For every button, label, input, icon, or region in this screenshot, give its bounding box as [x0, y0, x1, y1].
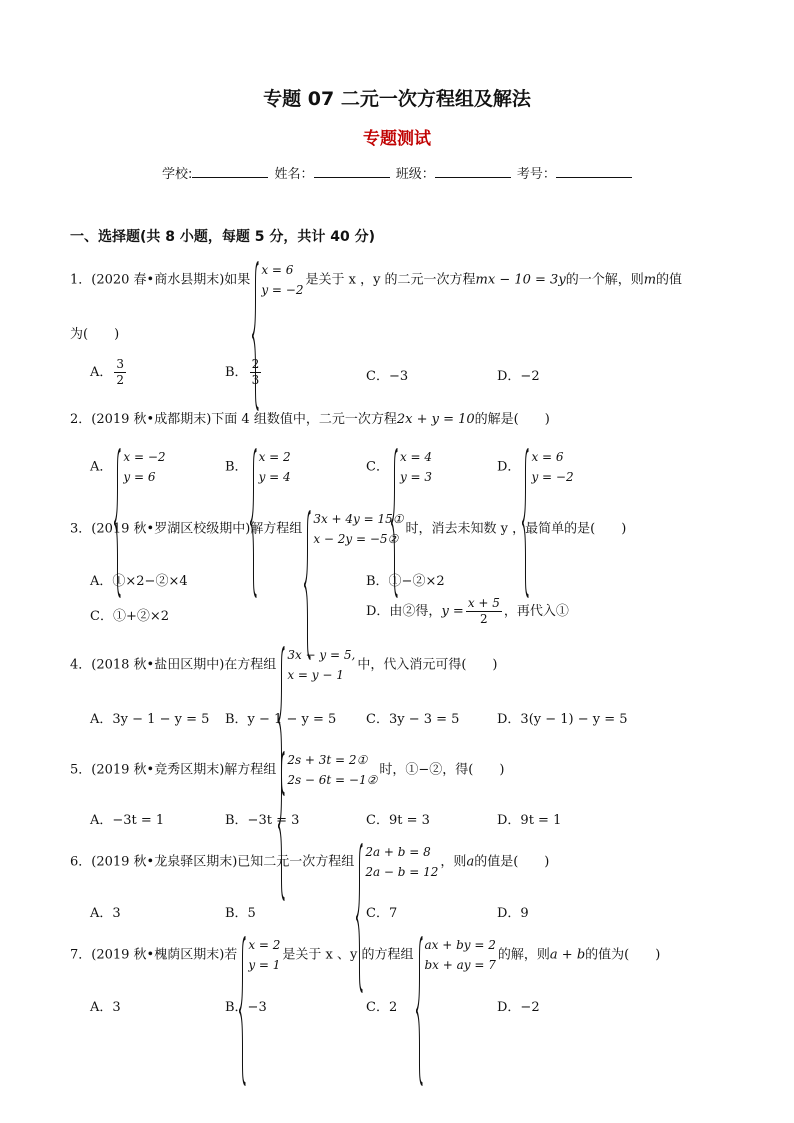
q3-system: 3x + 4y = 15① x − 2y = −5②: [304, 509, 403, 549]
brace-icon: [304, 510, 311, 660]
q2-option-c[interactable]: C． x = 4 y = 3: [366, 447, 434, 487]
q1-prefix: 1．(2020 春•商水县期末)如果: [70, 272, 251, 288]
question-2: 2．(2019 秋•成都期末)下面 4 组数值中，二元一次方程2x + y = 10的解是( ): [70, 412, 550, 427]
q7-system: ax + by = 2 bx + ay = 7: [416, 935, 496, 975]
q7-option-d[interactable]: D．−2: [497, 1000, 540, 1015]
question-7: 7．(2019 秋•槐荫区期末)若 x = 2 y = 1 是关于 x 、y 的方程组 ax + by = 2 bx + ay = 7 的解，则a + b的值为( ): [70, 935, 660, 975]
q5-option-b[interactable]: B．−3t = 3: [225, 813, 300, 828]
q1-option-d[interactable]: D．−2: [497, 369, 540, 384]
q2-option-d[interactable]: D． x = 6 y = −2: [497, 447, 576, 487]
q5-system: 2s + 3t = 2① 2s − 6t = −1②: [278, 750, 377, 790]
q6-system: 2a + b = 8 2a − b = 12: [356, 842, 438, 882]
school-label: 学校:: [162, 167, 193, 182]
name-blank: [314, 165, 390, 178]
q5-option-a[interactable]: A．−3t = 1: [90, 813, 165, 828]
page-subtitle: 专题测试: [363, 129, 431, 149]
q4-option-a[interactable]: A．3y − 1 − y = 5: [90, 712, 210, 727]
q5-option-c[interactable]: C．9t = 3: [366, 813, 430, 828]
q4-option-b[interactable]: B．y − 1 − y = 5: [225, 712, 337, 727]
brace-icon: [252, 261, 259, 411]
q7-option-c[interactable]: C．2: [366, 1000, 398, 1015]
q2-option-a[interactable]: A． x = −2 y = 6: [90, 447, 168, 487]
q1-equation: mx − 10 = 3y: [475, 272, 566, 288]
question-1: 1．(2020 春•商水县期末)如果 x = 6 y = −2 是关于 x ，y 的二元一次方程mx − 10 = 3y的一个解，则m的值: [70, 260, 682, 300]
brace-icon: [416, 936, 423, 1086]
number-label: 考号：: [516, 167, 556, 182]
name-label: 姓名：: [274, 167, 314, 182]
q1-option-b[interactable]: B． $\frac{2}{3}$: [225, 357, 260, 387]
page-title: 专题 07 二元一次方程组及解法: [263, 88, 531, 110]
question-3: 3．(2019 秋•罗湖区校级期中)解方程组 3x + 4y = 15① x − 2y = −5② 时，消去未知数 y ，最简单的是( ): [70, 509, 626, 549]
q1-system: x = 6 y = −2: [252, 260, 303, 300]
number-blank: [556, 165, 632, 178]
q3-option-a[interactable]: A．①×2−②×4: [90, 574, 188, 589]
section-heading: 一、选择题(共 8 小题，每题 5 分，共计 40 分): [70, 229, 376, 245]
q3-option-d[interactable]: D．由②得，y = $\frac{x + 5}{2}$ ，再代入①: [366, 596, 569, 626]
q2-equation: 2x + y = 10: [396, 412, 475, 427]
q4-system: 3x − y = 5, x = y − 1: [278, 645, 355, 685]
q7-option-a[interactable]: A．3: [90, 1000, 121, 1015]
question-4: 4．(2018 秋•盐田区期中)在方程组 3x − y = 5, x = y − 1 中，代入消元可得( ): [70, 645, 497, 685]
q1-option-c[interactable]: C．−3: [366, 369, 409, 384]
q3-option-c[interactable]: C．①+②×2: [90, 609, 170, 624]
q6-option-c[interactable]: C．7: [366, 906, 398, 921]
q1-line2: 为( ): [70, 327, 120, 342]
student-info-line: [162, 163, 634, 182]
q5-option-d[interactable]: D．9t = 1: [497, 813, 562, 828]
q2-option-b[interactable]: B． x = 2 y = 4: [225, 447, 293, 487]
class-blank: [435, 165, 511, 178]
q1-option-a[interactable]: A． $\frac{3}{2}$: [90, 357, 125, 387]
q1-middle: 是关于 x ，y 的二元一次方程: [305, 272, 476, 288]
question-5: 5．(2019 秋•竞秀区期末)解方程组 2s + 3t = 2① 2s − 6t = −1② 时，①−②，得( ): [70, 750, 504, 790]
q6-option-d[interactable]: D．9: [497, 906, 529, 921]
class-label: 班级：: [395, 167, 435, 182]
q6-option-b[interactable]: B．5: [225, 906, 256, 921]
school-blank: [192, 165, 268, 178]
q7-solution: x = 2 y = 1: [239, 935, 280, 975]
question-6: 6．(2019 秋•龙泉驿区期末)已知二元一次方程组 2a + b = 8 2a − b = 12 ，则a的值是( ): [70, 842, 549, 882]
q4-option-c[interactable]: C．3y − 3 = 5: [366, 712, 460, 727]
q3-option-b[interactable]: B．①−②×2: [366, 574, 445, 589]
q4-option-d[interactable]: D．3(y − 1) − y = 5: [497, 712, 628, 727]
q7-option-b[interactable]: B．−3: [225, 1000, 267, 1015]
q6-option-a[interactable]: A．3: [90, 906, 121, 921]
